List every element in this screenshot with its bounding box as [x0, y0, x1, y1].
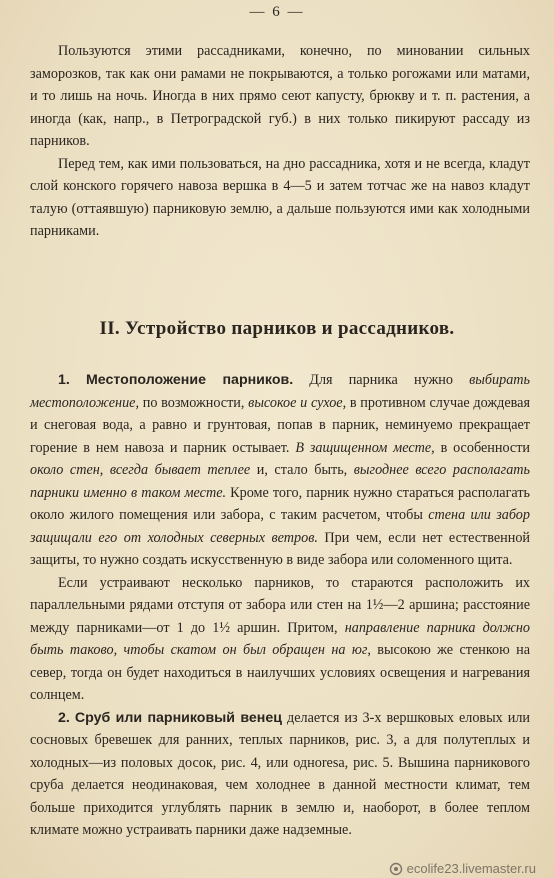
livemaster-icon: [389, 862, 403, 876]
text-run: Кроме того, парник нужно стараться располагать около жилого помещения или забора, с таким расчетом, чтобы: [30, 484, 530, 523]
italic-run: около стен, всегда бывает теплее: [30, 462, 251, 478]
paragraph: Перед тем, как ими пользоваться, на дно рассадника, хотя и не всегда, кладут слой конского горячего навоза вершка в 4—5 и затем тотчас же на навоз кладут талую (оттаявшую) парниковую землю, а дальше пользуются ими как холодными парниками.: [30, 155, 530, 239]
intro-text: [30, 40, 530, 243]
text-run: делается из 3-х вершковых еловых или сосновых бревешек для ранних, теплых парников, рис. 3, а для полутеплых и холодных—из половых досок, рис. 4, или одноresа, рис. 5. Вышина парникового сруба делается неодинаковая, чем холоднее в данной местности климат, тем больше приходится углублять парник в землю и, наоборот, в более теплом климате можно устраивать парники даже надземные.: [30, 709, 531, 838]
page-number: — 6 —: [249, 4, 305, 20]
watermark: [389, 861, 536, 876]
text-run: по возможности,: [139, 394, 249, 411]
item-number: 2.: [58, 709, 70, 726]
italic-run: В защищенном месте,: [295, 439, 435, 456]
section-body: [30, 369, 530, 842]
text-run: высокою же стенкою на север, тогда он будет находиться в наилучших условиях освещения и нагревания солнцем.: [30, 642, 530, 703]
item-number: 1.: [58, 372, 70, 388]
section-title: II. Устройство парников и рассадников.: [99, 318, 455, 339]
text-run: и, стало быть,: [250, 462, 354, 478]
paragraph-placement: [30, 572, 530, 707]
italic-run: направление парника должно быть таково, чтобы скатом он был обращен на юг,: [30, 619, 530, 658]
text-run: в противном случае дождевая и снеговая вода, а равно и грунтовая, попав в парник, неминуемо прекращает горение в нем навоза и парник остывает.: [30, 394, 530, 456]
text-run: в особенности: [434, 439, 530, 456]
paragraph-frame: [30, 707, 530, 842]
italic-run: выбирать местоположение,: [30, 372, 531, 411]
item-heading: Местоположение парников.: [85, 372, 294, 388]
paragraph: Пользуются этими рассадниками, конечно, по миновании сильных заморозков, так как они рамами не покрываются, а только рогожами или матами, и то лишь на ночь. Иногда в них прямо сеют капусту, брюкву и т. п. растения, а иногда (как, напр., в Петроградской губ.) в них только пикируют рассаду из парников.: [30, 43, 530, 149]
text-run: Для парника нужно: [293, 372, 470, 388]
italic-run: высокое и сухое,: [248, 394, 347, 411]
italic-run: стена или забор защищали его от холодных северных ветров.: [30, 507, 530, 546]
italic-run: выгоднее всего располагать парники именно в таком месте.: [30, 462, 530, 501]
item-heading: Сруб или парниковый венец: [74, 709, 282, 726]
text-run: Если устраивают несколько парников, то стараются расположить их параллельными рядами отступя от забора или стен на 1½—2 аршина; расстояние между парниками—от 1 до 1½ аршин. Притом,: [30, 574, 530, 636]
text-run: При чем, если нет естественной защиты, то нужно создать искусственную в виде забора или соломенного щита.: [30, 529, 530, 568]
paragraph-location: [30, 369, 530, 572]
watermark-text: ecolife23.livemaster.ru: [406, 861, 536, 876]
